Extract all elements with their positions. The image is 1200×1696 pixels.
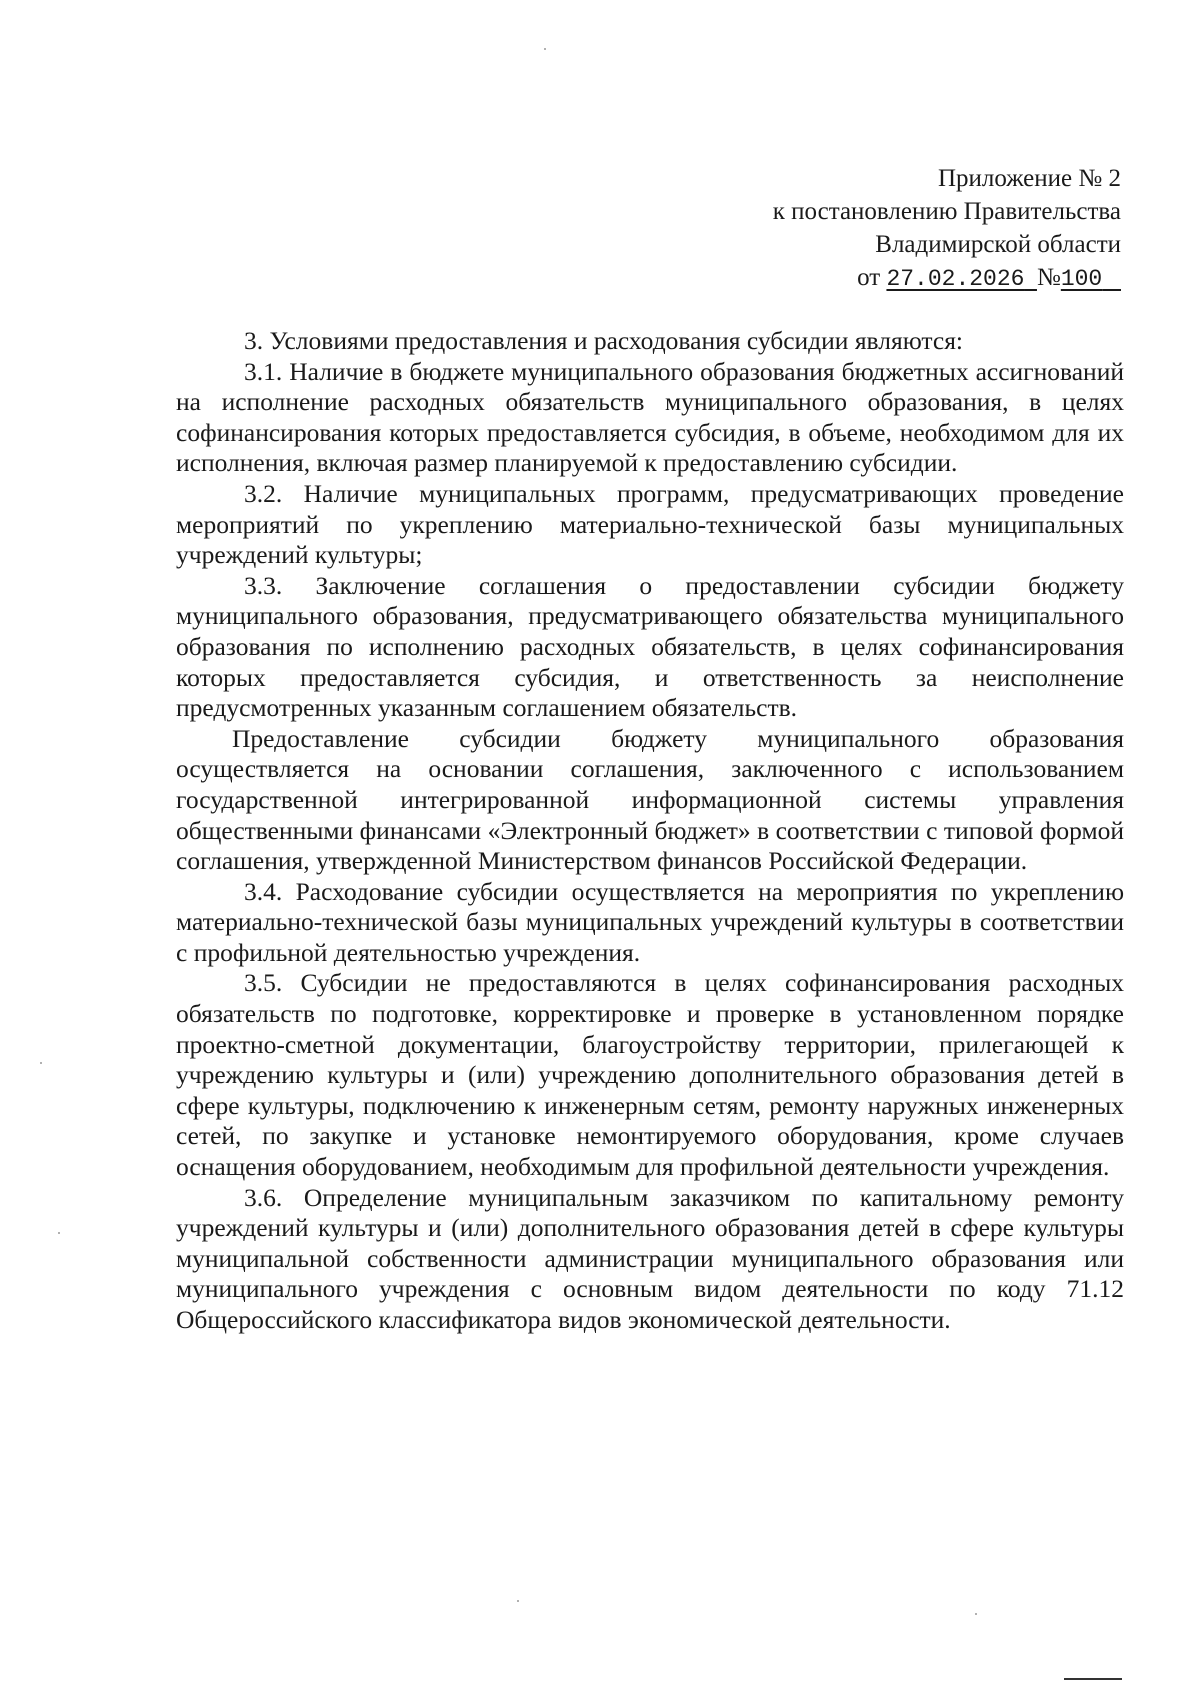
decree-date: 27.02.2026 [886, 266, 1025, 292]
paragraph-provision: Предоставление субсидии бюджету муниципального образования осуществляется на основании соглашения, заключенного с использованием государственной интегрированной информационной системы управления общественными финансами «Электронный бюджет» в соответствии с типовой формой соглашения, утвержденной Министерством финансов Российской Федерации. [176, 723, 1124, 876]
scan-speck [544, 48, 546, 50]
appendix-reference: к постановлению Правительства [772, 198, 1121, 225]
paragraph-3-5: 3.5. Субсидии не предоставляются в целях софинансирования расходных обязательств по подготовке, корректировке и проверке в установленном порядке проектно-сметной документации, благоустройству территории, прилегающей к учреждению культуры и (или) учреждению дополнительного образования детей в сфере культуры, подключению к инженерным сетям, ремонту наружных инженерных сетей, по закупке и установке немонтируемого оборудования, кроме случаев оснащения оборудованием, необходимым для профильной деятельности учреждения. [176, 968, 1124, 1182]
footer-rule [1064, 1678, 1122, 1680]
document-body [176, 326, 1124, 1336]
scan-speck [517, 1600, 519, 1602]
paragraph-3-1: 3.1. Наличие в бюджете муниципального образования бюджетных ассигнований на исполнение расходных обязательств муниципального образования, в целях софинансирования которых предоставляется субсидия, в объеме, необходимом для их исполнения, включая размер планируемой к предоставлению субсидии. [176, 356, 1124, 478]
scan-speck [40, 1062, 42, 1064]
paragraph-conditions-intro: 3. Условиями предоставления и расходования субсидии являются: [244, 326, 964, 355]
appendix-title: Приложение № 2 [937, 165, 1121, 192]
appendix-header [773, 162, 1121, 296]
decree-number: 100 [1060, 266, 1103, 292]
appendix-date-number [773, 261, 1121, 296]
paragraph-3-6: 3.6. Определение муниципальным заказчиком по капитальному ремонту учреждений культуры и (или) дополнительного образования детей в сфере культуры муниципальной собственности администрации муниципального образования или муниципального учреждения с основным видом деятельности по коду 71.12 Общероссийского классификатора видов экономической деятельности. [176, 1182, 1124, 1334]
paragraph-3-4: 3.4. Расходование субсидии осуществляется на мероприятия по укреплению материально-технической базы муниципальных учреждений культуры в соответствии с профильной деятельностью учреждения. [176, 876, 1124, 967]
scan-speck [975, 1613, 977, 1615]
scan-speck [58, 1232, 60, 1234]
paragraph-3-3: 3.3. Заключение соглашения о предоставлении субсидии бюджету муниципального образования, предусматривающего обязательства муниципального образования по исполнению расходных обязательств, в целях софинансирования которых предоставляется субсидия, и ответственность за неисполнение предусмотренных указанным соглашением обязательств. [176, 570, 1124, 723]
date-prefix: от [857, 264, 887, 291]
number-prefix: № [1036, 264, 1061, 291]
paragraph-3-2: 3.2. Наличие муниципальных программ, предусматривающих проведение мероприятий по укреплению материально-технической базы муниципальных учреждений культуры; [176, 478, 1124, 570]
appendix-region: Владимирской области [875, 231, 1121, 258]
